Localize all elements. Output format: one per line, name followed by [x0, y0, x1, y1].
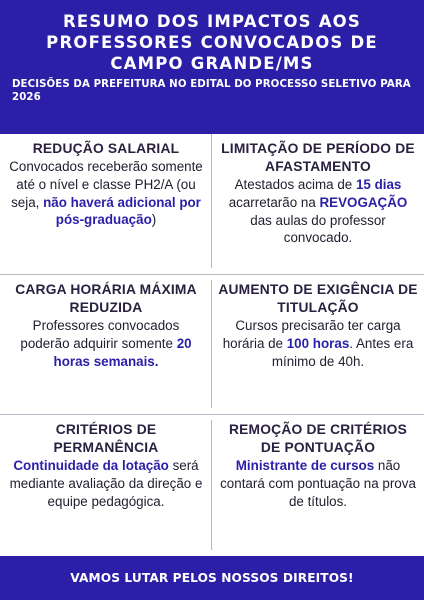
card-text: será mediante avaliação da direção e equipe pedagógica. [9, 458, 203, 509]
card-body [218, 176, 418, 247]
divider [0, 274, 424, 275]
title-line-1: RESUMO DOS IMPACTOS AOS [62, 12, 361, 31]
card-highlight: 100 horas [286, 335, 350, 351]
divider [211, 134, 212, 268]
card-leave-limit [212, 134, 424, 274]
card-text: acarretarão na [228, 194, 320, 210]
card-body [8, 317, 204, 370]
card-text: das aulas do professor convocado. [250, 212, 386, 246]
call-to-action: VAMOS LUTAR PELOS NOSSOS DIREITOS! [70, 571, 354, 585]
card-highlight: 20 horas semanais. [53, 335, 192, 369]
card-body [8, 457, 204, 510]
flyer-subtitle: DECISÕES DA PREFEITURA NO EDITAL DO PROCESSO SELETIVO PARA 2026 [12, 79, 411, 103]
divider [211, 280, 212, 408]
impacts-grid [0, 134, 424, 556]
card-permanence-criteria [0, 415, 212, 555]
card-body [218, 317, 418, 370]
card-text: não contará com pontuação na prova de títulos. [220, 458, 416, 509]
card-heading: CRITÉRIOS DE PERMANÊNCIA [53, 422, 159, 455]
card-text: ) [151, 212, 157, 228]
card-body [8, 158, 204, 229]
card-heading: REDUÇÃO SALARIAL [32, 141, 180, 156]
card-highlight: REVOGAÇÃO [319, 194, 408, 210]
card-heading: CARGA HORÁRIA MÁXIMA REDUZIDA [15, 282, 197, 315]
title-line-2: PROFESSORES CONVOCADOS DE [46, 33, 378, 52]
header [0, 0, 424, 134]
title-line-3: CAMPO GRANDE/MS [110, 54, 314, 73]
card-scoring-removal [212, 415, 424, 555]
card-text: Convocados receberão somente até o nível e classe PH2/A (ou seja, [9, 159, 203, 210]
divider [0, 414, 424, 415]
card-text: Atestados acima de [234, 177, 356, 192]
card-highlight: não haverá adicional por pós-graduação [43, 194, 201, 228]
divider [211, 420, 212, 550]
card-highlight: 15 dias [355, 177, 402, 192]
card-highlight: Continuidade da lotação [13, 458, 169, 473]
card-qualification-requirement [212, 275, 424, 415]
card-heading: AUMENTO DE EXIGÊNCIA DE TITULAÇÃO [218, 282, 418, 315]
card-highlight: Ministrante de cursos [235, 458, 375, 473]
card-text: . Antes era mínimo de 40h. [271, 335, 414, 369]
card-heading: LIMITAÇÃO DE PERÍODO DE AFASTAMENTO [221, 141, 415, 174]
card-body [218, 457, 418, 510]
card-salary-reduction [0, 134, 212, 274]
card-heading: REMOÇÃO DE CRITÉRIOS DE PONTUAÇÃO [228, 422, 407, 455]
card-text: Professores convocados poderão adquirir somente [20, 318, 180, 351]
card-workload-reduced [0, 275, 212, 415]
card-text: Cursos precisarão ter carga horária de [222, 318, 401, 351]
flyer-title [0, 0, 424, 74]
